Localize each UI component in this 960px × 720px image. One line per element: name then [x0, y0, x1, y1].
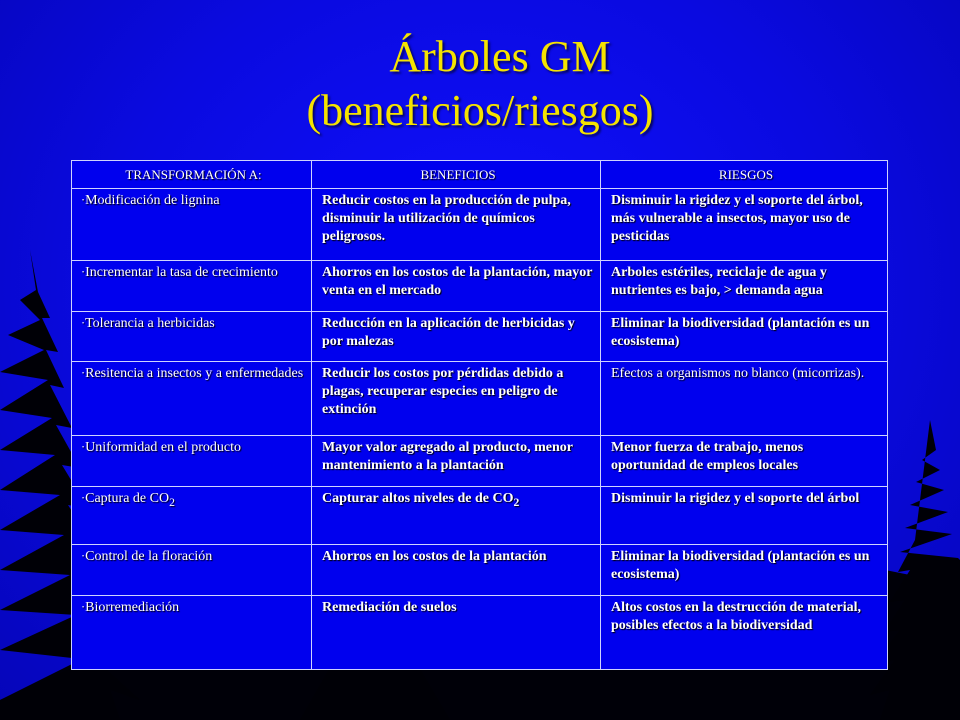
- cell-transformacion: [72, 312, 312, 361]
- cell-transformacion: [72, 361, 312, 435]
- header-transformacion: TRANSFORMACIÓN A:: [72, 161, 312, 189]
- comparison-table-container: [71, 160, 887, 670]
- title-line-2: (beneficios/riesgos): [306, 86, 654, 135]
- cell-riesgo: Menor fuerza de trabajo, menos oportunidad de empleos locales: [601, 435, 888, 486]
- cell-riesgo: Disminuir la rigidez y el soporte del árbol: [601, 487, 888, 545]
- cell-riesgo: Altos costos en la destrucción de material, posibles efectos a la biodiversidad: [601, 595, 888, 669]
- cell-riesgo: Eliminar la biodiversidad (plantación es un ecosistema): [601, 312, 888, 361]
- subscript: 2: [169, 496, 175, 510]
- table-row: [72, 312, 888, 361]
- cell-beneficio: Reducir los costos por pérdidas debido a plagas, recuperar especies en peligro de extinción: [312, 361, 601, 435]
- cell-riesgo: Efectos a organismos no blanco (micorrizas).: [601, 361, 888, 435]
- table-row: [72, 435, 888, 486]
- cell-transformacion: [72, 260, 312, 311]
- bullet-icon: •: [82, 444, 85, 451]
- comparison-table: [71, 160, 888, 670]
- bullet-icon: •: [82, 321, 85, 328]
- cell-beneficio: Reducir costos en la producción de pulpa, disminuir la utilización de químicos peligrosos.: [312, 189, 601, 261]
- cell-beneficio: Mayor valor agregado al producto, menor mantenimiento a la plantación: [312, 435, 601, 486]
- cell-riesgo: Eliminar la biodiversidad (plantación es un ecosistema): [601, 544, 888, 595]
- cell-text: Uniformidad en el producto: [85, 439, 242, 455]
- table-row: [72, 544, 888, 595]
- bullet-icon: •: [82, 198, 85, 204]
- cell-riesgo: Arboles estériles, reciclaje de agua y nutrientes es bajo, > demanda agua: [601, 260, 888, 311]
- cell-text: Capturar altos niveles de de CO: [322, 491, 514, 507]
- cell-beneficio: Ahorros en los costos de la plantación: [312, 544, 601, 595]
- table-row: [72, 260, 888, 311]
- title-line-1: Árboles GM: [389, 32, 611, 81]
- bullet-icon: •: [82, 370, 85, 377]
- bullet-icon: •: [82, 604, 85, 611]
- cell-text: Tolerancia a herbicidas: [85, 316, 215, 332]
- cell-transformacion: [72, 595, 312, 669]
- cell-text: Control de la floración: [85, 548, 213, 564]
- header-riesgos: RIESGOS: [601, 161, 888, 189]
- cell-transformacion: [72, 544, 312, 595]
- cell-text: Incrementar la tasa de crecimiento: [85, 265, 278, 281]
- bullet-icon: •: [82, 553, 85, 560]
- cell-transformacion: [72, 189, 312, 261]
- header-beneficios: BENEFICIOS: [312, 161, 601, 189]
- table-row: [72, 189, 888, 261]
- table-row: [72, 361, 888, 435]
- cell-transformacion: [72, 435, 312, 486]
- bullet-icon: •: [82, 496, 85, 503]
- bullet-icon: •: [82, 269, 85, 276]
- cell-text: Biorremediación: [85, 600, 180, 616]
- table-row: [72, 595, 888, 669]
- cell-beneficio: Reducción en la aplicación de herbicidas y por malezas: [312, 312, 601, 361]
- table-header-row: [72, 161, 888, 189]
- cell-text: Captura de CO: [85, 491, 170, 507]
- subscript: 2: [513, 495, 520, 509]
- cell-text: Modificación de lignina: [85, 193, 220, 209]
- cell-beneficio: Remediación de suelos: [312, 595, 601, 669]
- cell-transformacion: [72, 487, 312, 545]
- cell-beneficio: Ahorros en los costos de la plantación, mayor venta en el mercado: [312, 260, 601, 311]
- slide-title: [0, 30, 960, 138]
- cell-riesgo: Disminuir la rigidez y el soporte del árbol, más vulnerable a insectos, mayor uso de pesticidas: [601, 189, 888, 261]
- table-row: [72, 487, 888, 545]
- cell-beneficio: [312, 487, 601, 545]
- cell-text: Resitencia a insectos y a enfermedades: [85, 365, 304, 381]
